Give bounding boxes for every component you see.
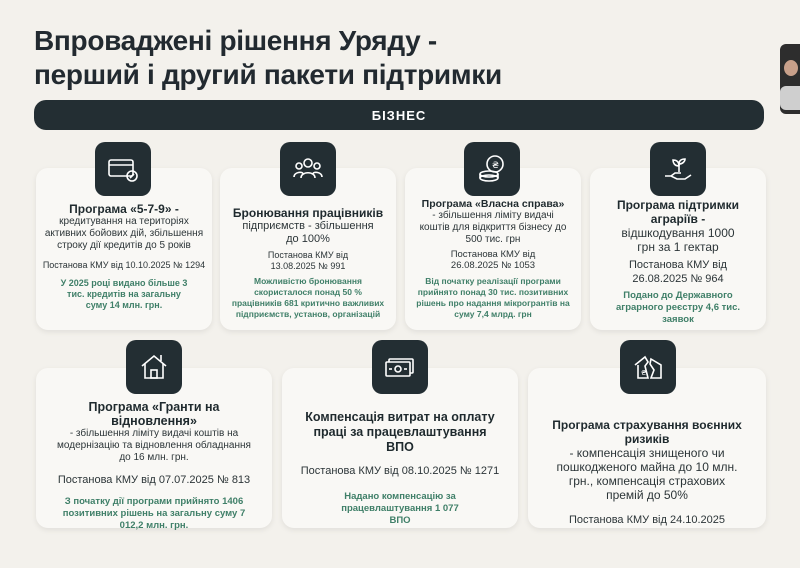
card-resolution: Постанова КМУ від 08.10.2025 № 1271 — [300, 465, 500, 477]
card-title: Бронювання працівників — [232, 206, 384, 220]
hand-sprout-icon — [650, 142, 706, 196]
card-title: Компенсація витрат на оплату праці за працевлаштування ВПО — [305, 410, 495, 454]
card-resolution: Постанова КМУ від 24.10.2025 — [568, 514, 726, 526]
card-highlight: Можливістю бронювання скористалося понад 50 % працівників 681 критично важливих підприємств, установ, організацій — [231, 276, 385, 319]
card-body: кредитування на територіях активних бойових дій, збільшення строку дії кредитів до 5 років — [44, 216, 204, 251]
card-highlight: Подано до Державного аграрного реєстру 4,6 тис. заявок — [615, 290, 741, 325]
card-resolution: Постанова КМУ від 26.08.2025 № 1053 — [450, 249, 536, 271]
page-title-line1: Впроваджені рішення Уряду - — [34, 25, 437, 56]
webcam-overlay-bottom — [780, 86, 800, 110]
card-resolution: Постанова КМУ від 26.08.2025 № 964 — [629, 259, 727, 285]
card-title: Програма страхування воєнних ризиків — [552, 418, 742, 446]
card-highlight: Надано компенсацію за працевлаштування 1 077 ВПО — [341, 491, 459, 526]
card-resolution: Постанова КМУ від 10.10.2025 № 1294 — [42, 260, 206, 270]
svg-text:₴: ₴ — [492, 161, 499, 171]
section-bar: БІЗНЕС — [34, 100, 764, 130]
card-title: Програма «5-7-9» - — [69, 202, 179, 216]
banknote-icon — [372, 340, 428, 394]
card-highlight: У 2025 році видано більше 3 тис. кредитів на загальну суму 14 млн. грн. — [60, 278, 188, 310]
coins-icon — [464, 142, 520, 196]
svg-text:₴: ₴ — [641, 369, 647, 377]
people-icon — [280, 142, 336, 196]
page-title-line2: перший і другий пакети підтримки — [34, 59, 502, 90]
card-highlight: Від початку реалізації програми прийнято понад 30 тис. позитивних рішень про надання мікрогрантів на суму 7,4 млрд. грн — [416, 276, 570, 319]
card-title: Програма підтримки аграріїв - — [616, 198, 740, 226]
page-title — [34, 24, 502, 92]
card-resolution: Постанова КМУ від 13.08.2025 № 991 — [267, 250, 349, 271]
card-body: - збільшення ліміту видачі коштів на модернізацію та відновлення обладнання до 16 млн. грн. — [57, 428, 251, 463]
card-highlight: З початку дії програми прийнято 1406 позитивних рішень на загальну суму 7 012,2 млн. грн. — [62, 496, 246, 531]
card-body: відшкодування 1000 грн за 1 гектар — [621, 226, 735, 254]
card-body: підприємств - збільшення до 100% — [242, 220, 374, 245]
card-body: - збільшення ліміту видачі коштів для відкриття бізнесу до 500 тис. грн — [419, 210, 567, 245]
card-title: Програма «Власна справа» — [421, 198, 565, 210]
card-title: Програма «Гранти на відновлення» — [88, 400, 220, 428]
card-body: - компенсація знищеного чи пошкодженого майна до 10 млн. грн., компенсація страхових премій до 50% — [556, 446, 738, 502]
house-icon — [126, 340, 182, 394]
broken-house-icon — [620, 340, 676, 394]
card-resolution: Постанова КМУ від 07.07.2025 № 813 — [57, 474, 251, 486]
credit-card-icon — [95, 142, 151, 196]
